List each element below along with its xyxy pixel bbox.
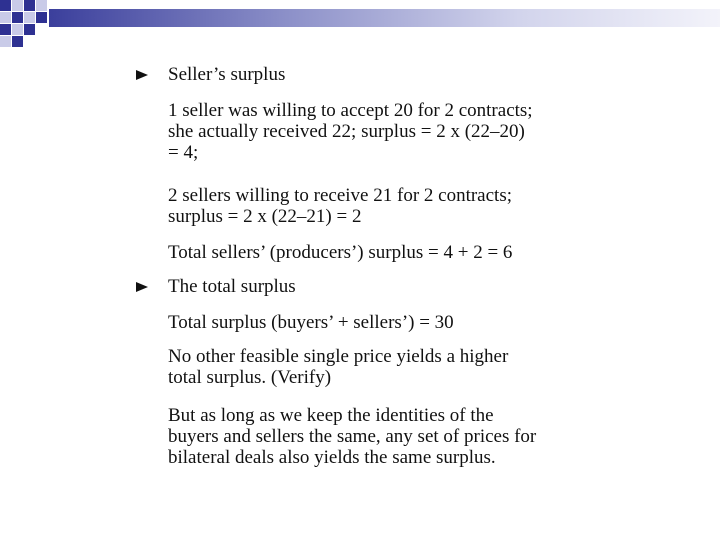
paragraph [168,405,588,468]
text-line: 2 sellers willing to receive 21 for 2 contracts; [168,185,513,206]
header-square [0,24,11,35]
paragraph [168,185,588,227]
paragraph [168,312,588,333]
header-decoration [0,0,720,48]
header-square [24,12,35,23]
header-square [12,12,23,23]
header-square [12,24,23,35]
text-line: total surplus. (Verify) [168,367,332,388]
paragraph [168,100,588,163]
paragraph [168,346,588,388]
text-line: = 4; [168,142,199,163]
text-line: bilateral deals also yields the same surplus. [168,447,496,468]
text-line: But as long as we keep the identities of the [168,405,494,426]
header-square [0,36,11,47]
header-square [0,0,11,11]
section-heading-total-surplus: The total surplus [168,276,296,297]
bullet-arrow-icon [136,70,148,80]
header-square [0,12,11,23]
header-square [36,0,47,11]
text-line: No other feasible single price yields a higher [168,346,509,367]
section-heading-sellers-surplus: Seller’s surplus [168,64,286,85]
header-square [24,0,35,11]
header-square [36,12,47,23]
header-square [24,24,35,35]
text-line: 1 seller was willing to accept 20 for 2 contracts; [168,100,533,121]
header-square [12,36,23,47]
header-square [12,0,23,11]
text-line: Total sellers’ (producers’) surplus = 4 + 2 = 6 [168,242,513,263]
text-line: buyers and sellers the same, any set of prices for [168,426,537,447]
header-gradient-bar [49,9,720,27]
text-line: she actually received 22; surplus = 2 x (22–20) [168,121,525,142]
text-line: surplus = 2 x (22–21) = 2 [168,206,362,227]
bullet-arrow-icon [136,282,148,292]
text-line: Total surplus (buyers’ + sellers’) = 30 [168,312,454,333]
paragraph [168,242,588,263]
